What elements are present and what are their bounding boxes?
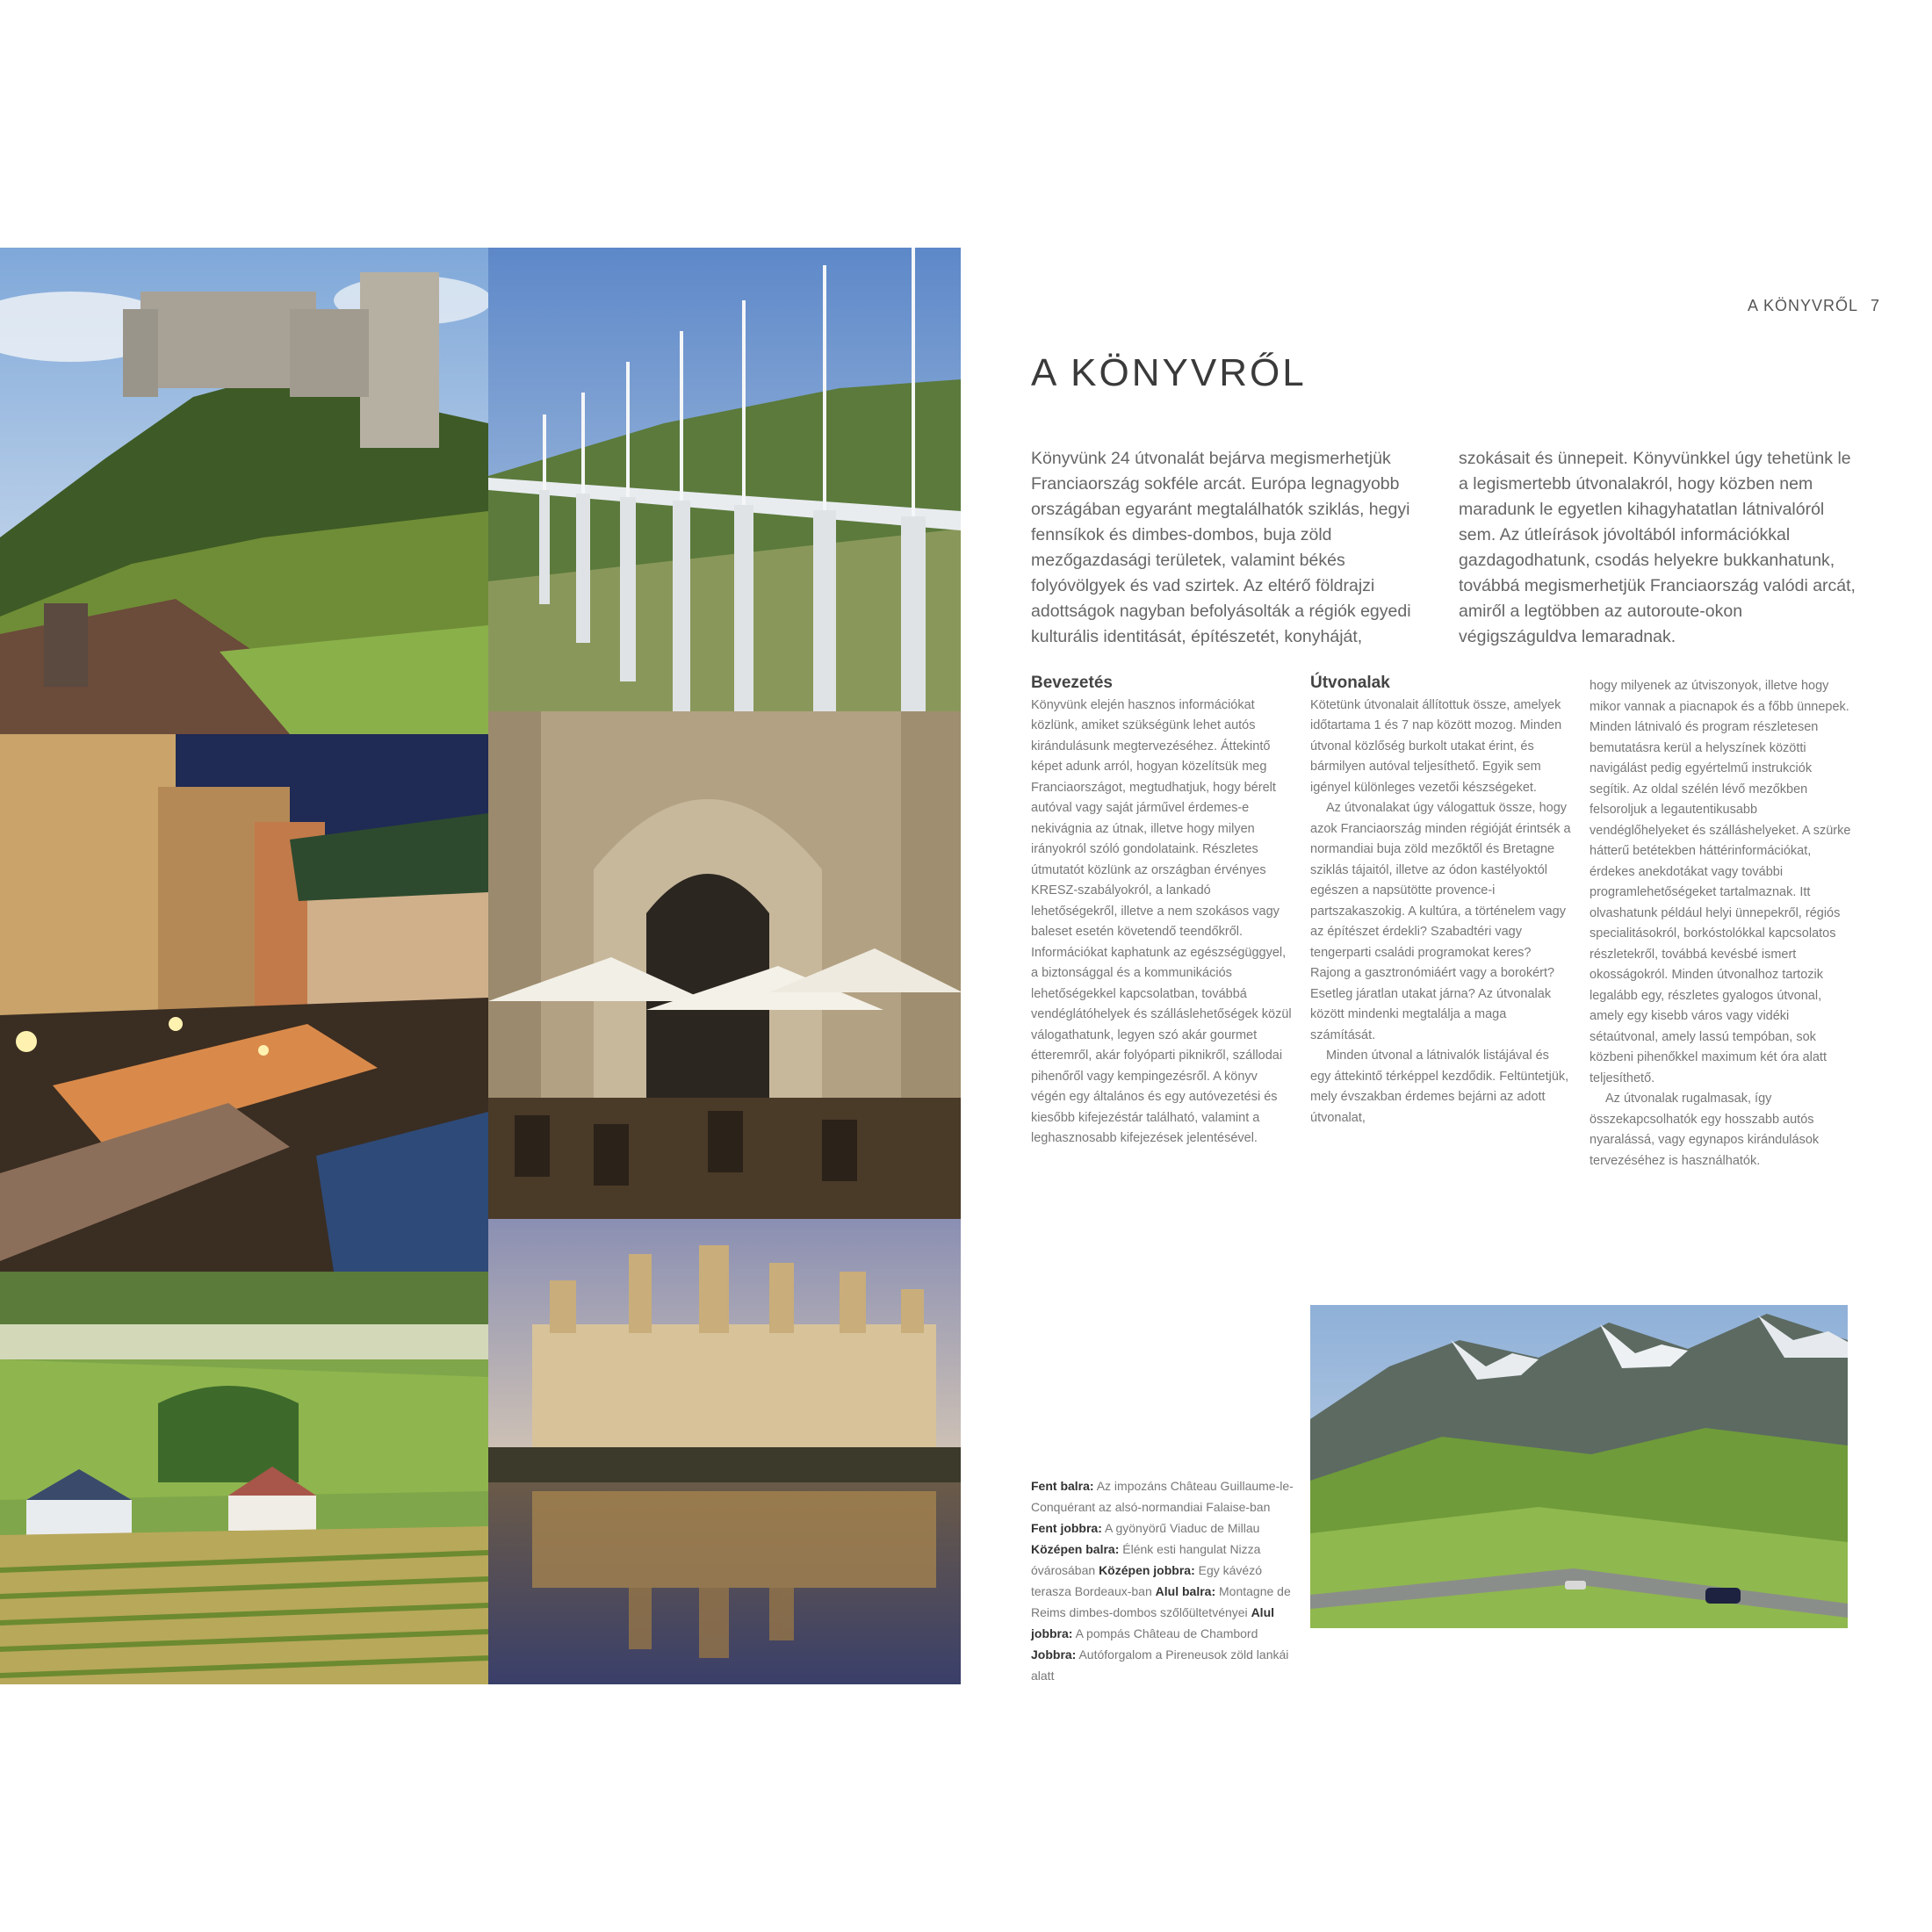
caption-text: A pompás Château de Chambord — [1075, 1626, 1258, 1640]
caption-text: A gyönyörű Viaduc de Millau — [1105, 1521, 1260, 1535]
caption-label: Alul balra: — [1155, 1584, 1216, 1598]
section-utvonalak — [1310, 673, 1572, 1128]
caption-label: Fent jobbra: — [1031, 1521, 1102, 1535]
castle-photo — [0, 248, 488, 734]
caption-text: Az impozáns Château Guillaume-le-Conquérant az alsó-normandiai Falaise-ban — [1031, 1479, 1294, 1514]
section-heading: Bevezetés — [1031, 674, 1113, 692]
section-paragraph: Kötetünk útvonalait állítottuk össze, amelyek időtartama 1 és 7 nap között mozog. Minden útvonal közlőség burkolt utakat érint, és bármilyen autóval teljesíthető. Egyik sem igényel különleges vezetői készségeket. — [1310, 697, 1562, 795]
section-paragraph: Az útvonalak rugalmasak, így összekapcsolhatók egy hosszabb autós nyaralássá, vagy egynapos kirándulások tervezéséhez is használhatók. — [1590, 1092, 1820, 1168]
caption-text: Montagne de Reims dimbes-dombos szőlőültetvényei — [1031, 1584, 1291, 1619]
section-bevezetes — [1031, 673, 1293, 1150]
cafe-photo — [488, 711, 961, 1219]
caption-text: Egy kávézó terasza Bordeaux-ban — [1031, 1563, 1262, 1598]
caption-text: Autóforgalom a Pireneusok zöld lankái alatt — [1031, 1647, 1289, 1683]
intro-paragraph: Könyvünk 24 útvonalát bejárva megismerhetjük Franciaország sokféle arcát. Európa legnagyobb országában egyaránt megtalálhatók sziklás, hegyi fennsíkok és dimbes-dombos, buja zöld mezőgazdasági területek, valamint békés folyóvölgyek és vad szirtek. Az eltérő földrajzi adottságok nagyban befolyásolták a régiók egyedi kulturális identitását, építészetét, konyháját, szokásait és ünnepeit. Könyvünkkel úgy tehetünk le a legismertebb útvonalakról, hogy közben nem maradunk le egyetlen kihagyhatatlan látnivalóról sem. Az útleírások jóvoltából információkkal gazdagodhatunk, csodás helyekre bukkanhatunk, továbbá megismerhetjük Franciaország valódi arcát, amiről a legtöbben az autoroute-okon végigszáguldva lemaradnak. — [1031, 449, 1856, 646]
section-continuation — [1590, 676, 1851, 1171]
section-heading: Útvonalak — [1310, 674, 1390, 692]
caption-label: Középen jobbra: — [1099, 1563, 1195, 1577]
caption-text: Élénk esti hangulat Nizza óvárosában — [1031, 1542, 1261, 1577]
caption-label: Középen balra: — [1031, 1542, 1120, 1556]
vineyard-photo — [0, 1272, 488, 1684]
photo-captions — [1031, 1475, 1294, 1686]
running-head-title: A KÖNYVRŐL — [1748, 297, 1859, 314]
section-paragraph: Az útvonalakat úgy válogattuk össze, hogy azok Franciaország minden régióját érintsék a normandiai buja zöld mezőktől és Bretagne sziklás tájaitól, illetve az ódon kastélyoktól egészen a napsütötte provence-i partszakaszokig. A kultúra, a történelem vagy az építészet érdekli? Szabadtéri vagy tengerparti családi programokat keres? Rajong a gasztronómiáért vagy a borokért? Esetleg járatlan utakat járna? Az útvonalak között mindenki megtalálja a maga számítását. — [1310, 801, 1571, 1042]
mountain-photo — [1310, 1305, 1848, 1628]
viaduct-photo — [488, 248, 961, 711]
section-paragraph: hogy milyenek az útviszonyok, illetve hogy mikor vannak a piacnapok és a főbb ünnepek. Minden látnivaló és program részletesen bemutatásra kerül a helyszínek közötti navigálást pedig egyértelmű instrukciók segítik. Az oldal szélén lévő mezőkben felsoroljuk a legautentikusabb vendéglőhelyeket és szálláshelyeket. A szürke hátterű betétekben háttérinformációkat, érdekes anekdotákat vagy további programlehetőségeket tartalmaznak. Itt olvashatunk például helyi ünnepekről, régiós specialitásokról, borkóstolókkal kapcsolatos részletekről, továbbá kevésbé ismert okosságokról. Minden útvonalhoz tartozik legalább egy, részletes gyalogos útvonal, amely egy kisebb város vagy vidéki sétaútvonal, amely lassú tempóban, sok közbeni pihenőkkel maximum két óra alatt teljesíthető. — [1590, 679, 1851, 1085]
section-paragraph: Minden útvonal a látnivalók listájával és egy áttekintő térképpel kezdődik. Feltüntetjük, mely évszakban érdemes bejárni az adott útvonalat, — [1310, 1049, 1569, 1125]
page-number: 7 — [1871, 297, 1881, 314]
chambord-photo — [488, 1219, 961, 1684]
page-title: A KÖNYVRŐL — [1031, 351, 1307, 394]
section-paragraph: Könyvünk elején hasznos információkat közlünk, amiket szükségünk lehet autós kirándulásunk megtervezéséhez. Áttekintő képet adunk arról, hogyan közelítsük meg Franciaországot, megtudhatjuk, hogy bérelt autóval vagy saját járművel érdemes-e nekivágnia az útnak, illetve hogy milyen irányokról szóló gondolataink. Részletes útmutatót közlünk az országban érvényes KRESZ-szabályokról, a lankadó lehetőségekről, illetve a nem szokásos vagy baleset esetén követendő teendőkről. Információkat kaphatunk az egészségüggyel, a biztonsággal és a kommunikációs lehetőségekkel kapcsolatban, továbbá vendéglátóhelyek és szálláslehetőségek közül válogathatunk, legyen szó akár gourmet étteremről, akár folyóparti piknikről, szállodai pihenőről vagy kempingezésről. A könyv végén egy általános és egy autóvezetési és kiesőbb kifejezéstár található, valamint a leghasznosabb kifejezések jelentésével. — [1031, 697, 1292, 1145]
caption-label: Jobbra: — [1031, 1647, 1077, 1662]
caption-label: Fent balra: — [1031, 1479, 1094, 1493]
running-head — [1748, 297, 1880, 315]
caption-label: Alul jobbra: — [1031, 1605, 1275, 1640]
market-photo — [0, 734, 488, 1272]
